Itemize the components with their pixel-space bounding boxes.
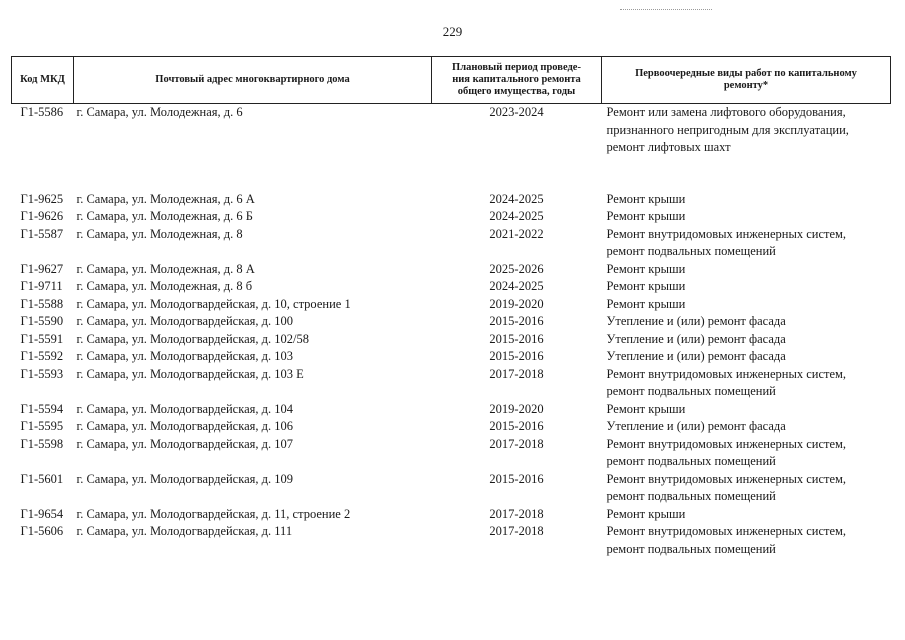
code-cell: Г1-5601 <box>20 471 64 486</box>
works-cell: Ремонт внутридомовых инженерных систем, ремонт подвальных помещений <box>606 471 847 503</box>
code-cell: Г1-5588 <box>20 296 64 311</box>
address-cell: г. Самара, ул. Молодежная, д. 6 <box>76 105 243 119</box>
code-cell: Г1-5606 <box>20 524 64 538</box>
period-cell: 2015-2016 <box>489 419 544 433</box>
table-row <box>12 436 891 471</box>
table-row <box>12 331 891 349</box>
works-cell: Ремонт внутридомовых инженерных систем, ремонт подвальных помещений <box>606 436 847 468</box>
address-cell: г. Самара, ул. Молодогвардейская, д. 103 Е <box>76 366 304 381</box>
works-cell: Ремонт крыши <box>606 506 686 521</box>
table-row <box>12 278 891 296</box>
table-row <box>12 191 891 209</box>
works-cell: Ремонт крыши <box>606 296 686 311</box>
header-works: Первоочередные виды работ по капитальному ремонту* <box>602 57 891 104</box>
code-cell: Г1-5587 <box>20 226 64 241</box>
table-body <box>12 104 891 559</box>
period-cell: 2023-2024 <box>489 105 544 119</box>
works-cell: Ремонт крыши <box>606 191 686 206</box>
works-cell: Ремонт внутридомовых инженерных систем, ремонт подвальных помещений <box>606 226 847 258</box>
table-row <box>12 366 891 401</box>
works-cell: Ремонт внутридомовых инженерных систем, ремонт подвальных помещений <box>606 524 847 556</box>
code-cell: Г1-9625 <box>20 191 64 206</box>
row-spacer <box>12 157 891 191</box>
code-cell: Г1-5594 <box>20 401 64 416</box>
address-cell: г. Самара, ул. Молодогвардейская, д. 109 <box>76 471 294 486</box>
scan-artifact <box>620 9 712 11</box>
works-cell: Утепление и (или) ремонт фасада <box>606 349 786 363</box>
spacer-cell <box>12 157 891 191</box>
works-cell: Ремонт внутридомовых инженерных систем, ремонт подвальных помещений <box>606 366 847 398</box>
period-cell: 2015-2016 <box>489 314 544 328</box>
works-cell: Ремонт крыши <box>606 209 686 223</box>
period-cell: 2017-2018 <box>489 524 544 538</box>
code-cell: Г1-5586 <box>20 105 64 119</box>
code-cell: Г1-5595 <box>20 419 64 433</box>
code-cell: Г1-9627 <box>20 261 64 276</box>
address-cell: г. Самара, ул. Молодогвардейская, д. 11, строение 2 <box>76 506 351 521</box>
code-cell: Г1-9626 <box>20 209 64 223</box>
period-cell: 2021-2022 <box>489 226 544 241</box>
works-cell: Ремонт крыши <box>606 279 686 293</box>
address-cell: г. Самара, ул. Молодежная, д. 8 <box>76 226 243 241</box>
period-cell: 2015-2016 <box>489 471 544 486</box>
code-cell: Г1-5590 <box>20 314 64 328</box>
address-cell: г. Самара, ул. Молодогвардейская, д. 106 <box>76 419 294 433</box>
works-cell: Ремонт крыши <box>606 401 686 416</box>
period-cell: 2024-2025 <box>489 209 544 223</box>
works-cell: Утепление и (или) ремонт фасада <box>606 314 786 328</box>
table-row <box>12 523 891 558</box>
table-row <box>12 296 891 314</box>
table-row <box>12 471 891 506</box>
period-cell: 2017-2018 <box>489 366 544 381</box>
period-cell: 2017-2018 <box>489 436 544 451</box>
address-cell: г. Самара, ул. Молодежная, д. 8 А <box>76 261 255 276</box>
table-row <box>12 313 891 331</box>
address-cell: г. Самара, ул. Молодежная, д. 8 б <box>76 279 253 293</box>
address-cell: г. Самара, ул. Молодежная, д. 6 Б <box>76 209 253 223</box>
period-cell: 2019-2020 <box>489 296 544 311</box>
address-cell: г. Самара, ул. Молодогвардейская, д. 104 <box>76 401 294 416</box>
period-cell: 2017-2018 <box>489 506 544 521</box>
table-row <box>12 418 891 436</box>
table-row <box>12 208 891 226</box>
header-period: Плановый период проведе- ния капитального ремонта общего имущества, годы <box>432 57 602 104</box>
page-number: 229 <box>442 24 463 39</box>
works-cell: Ремонт или замена лифтового оборудования, признанного непригодным для эксплуатации, ремонт лифтовых шахт <box>606 105 849 154</box>
address-cell: г. Самара, ул. Молодогвардейская, д. 111 <box>76 524 293 538</box>
code-cell: Г1-5591 <box>20 331 64 346</box>
works-cell: Утепление и (или) ремонт фасада <box>606 331 786 346</box>
table-header-row <box>12 57 891 104</box>
header-code: Код МКД <box>12 57 74 104</box>
address-cell: г. Самара, ул. Молодежная, д. 6 А <box>76 191 255 206</box>
address-cell: г. Самара, ул. Молодогвардейская, д. 107 <box>76 436 294 451</box>
address-cell: г. Самара, ул. Молодогвардейская, д. 10, строение 1 <box>76 296 351 311</box>
header-address: Почтовый адрес многоквартирного дома <box>74 57 432 104</box>
works-cell: Утепление и (или) ремонт фасада <box>606 419 786 433</box>
table-row <box>12 506 891 524</box>
address-cell: г. Самара, ул. Молодогвардейская, д. 103 <box>76 349 294 363</box>
table-row <box>12 348 891 366</box>
code-cell: Г1-5592 <box>20 349 64 363</box>
table-row <box>12 104 891 157</box>
period-cell: 2024-2025 <box>489 191 544 206</box>
code-cell: Г1-5598 <box>20 436 64 451</box>
code-cell: Г1-9711 <box>20 279 63 293</box>
period-cell: 2015-2016 <box>489 331 544 346</box>
table-row <box>12 401 891 419</box>
works-cell: Ремонт крыши <box>606 261 686 276</box>
period-cell: 2024-2025 <box>489 279 544 293</box>
code-cell: Г1-5593 <box>20 366 64 381</box>
period-cell: 2015-2016 <box>489 349 544 363</box>
address-cell: г. Самара, ул. Молодогвардейская, д. 102/58 <box>76 331 309 346</box>
repair-schedule-table <box>11 56 891 558</box>
address-cell: г. Самара, ул. Молодогвардейская, д. 100 <box>76 314 294 328</box>
period-cell: 2019-2020 <box>489 401 544 416</box>
period-cell: 2025-2026 <box>489 261 544 276</box>
table-row <box>12 261 891 279</box>
table-row <box>12 226 891 261</box>
code-cell: Г1-9654 <box>20 506 64 521</box>
